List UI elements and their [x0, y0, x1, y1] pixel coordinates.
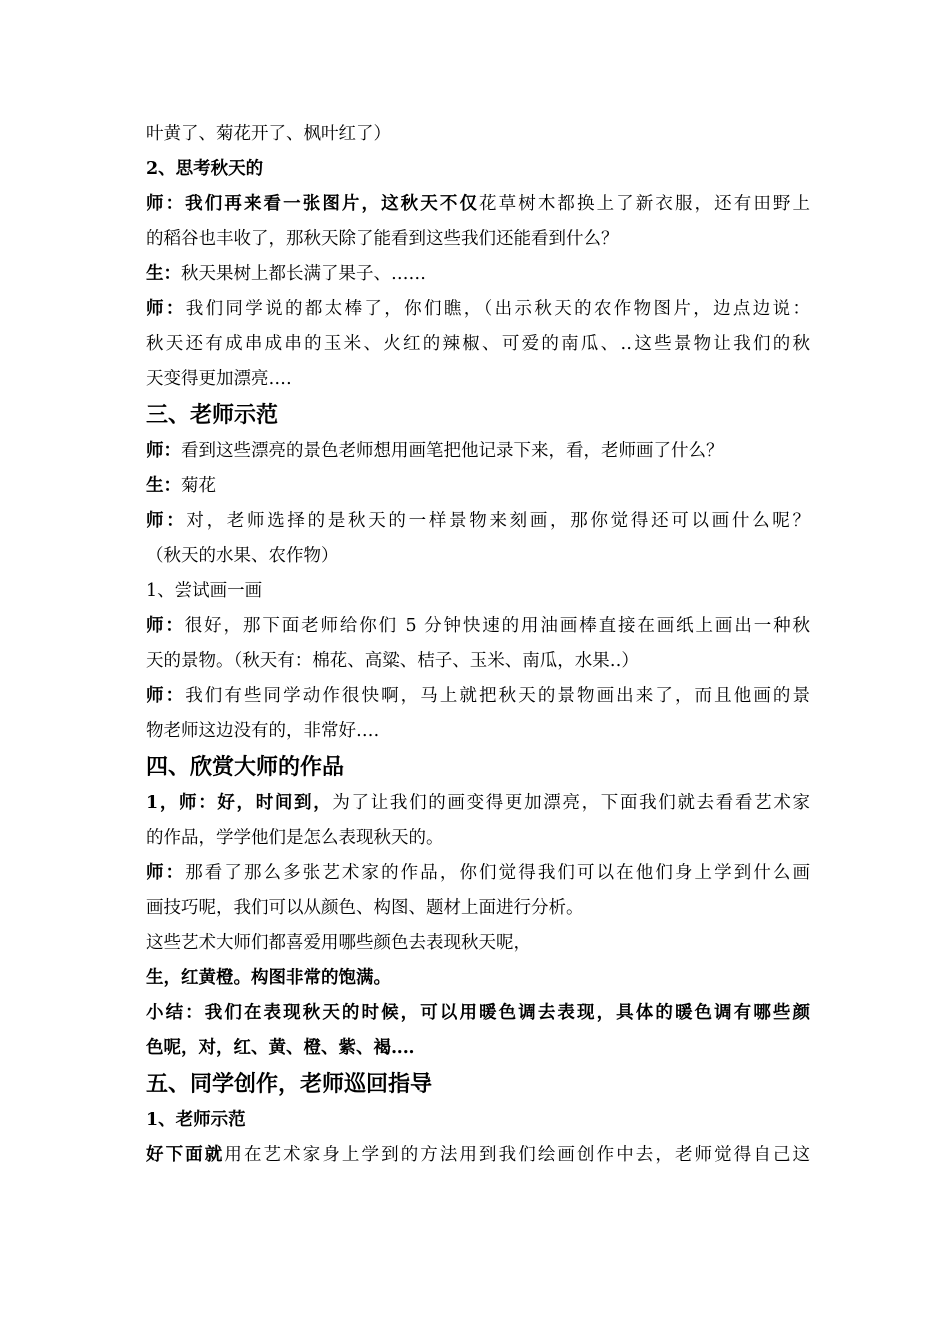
speaker-label: 师： — [146, 511, 187, 531]
text-run: 对，老师选择的是秋天的一样景物来刻画，那你觉得还可以画什么呢？ — [186, 511, 810, 531]
text-run: 秋天果树上都长满了果子、…… — [181, 264, 426, 284]
speaker-label: 师： — [146, 863, 186, 883]
paragraph: 这些艺术大师们都喜爱用哪些颜色去表现秋天呢， — [146, 933, 531, 953]
summary-paragraph: 色呢，对，红、黄、橙、紫、褐‥‥ — [146, 1038, 415, 1058]
paragraph — [146, 856, 810, 891]
speaker-label: 1，师：好，时间到， — [146, 793, 333, 813]
text-run: 我们同学说的都太棒了，你们瞧，（出示秋天的农作物图片，边点边说： — [185, 299, 811, 319]
text-run: 很好，那下面老师给你们 5 分钟快速的用油画棒直接在画纸上画出一种秋 — [184, 616, 810, 636]
speaker-label: 师： — [146, 299, 186, 319]
document-body — [146, 117, 810, 1173]
text-run: 看到这些漂亮的景色老师想用画笔把他记录下来，看，老师画了什么？ — [181, 441, 724, 461]
subheading: 1、老师示范 — [146, 1110, 246, 1130]
paragraph — [146, 434, 810, 469]
bold-paragraph: 生，红黄橙。构图非常的饱满。 — [146, 968, 391, 988]
paragraph: 的作品，学学他们是怎么表现秋天的。 — [146, 828, 444, 848]
paragraph: 叶黄了、菊花开了、枫叶红了） — [146, 124, 391, 144]
paragraph: 天的景物。（秋天有：棉花、高粱、桔子、玉米、南瓜，水果‥） — [146, 651, 639, 671]
paragraph: 1、尝试画一画 — [146, 581, 263, 601]
paragraph — [146, 609, 810, 644]
paragraph: 画技巧呢，我们可以从颜色、构图、题材上面进行分析。 — [146, 898, 584, 918]
section-heading: 三、老师示范 — [146, 402, 279, 428]
speaker-label: 师： — [146, 441, 181, 461]
paragraph: 天变得更加漂亮‥‥ — [146, 369, 292, 389]
paragraph — [146, 469, 810, 504]
paragraph: 物老师这边没有的，非常好‥‥ — [146, 721, 380, 741]
text-run: 为了让我们的画变得更加漂亮，下面我们就去看看艺术家 — [332, 793, 810, 813]
paragraph — [146, 504, 810, 539]
paragraph — [146, 679, 810, 714]
paragraph — [146, 257, 810, 292]
subheading: 2、思考秋天的 — [146, 159, 264, 179]
section-heading: 四、欣赏大师的作品 — [146, 754, 345, 780]
text-run: 菊花 — [181, 476, 216, 496]
paragraph — [146, 1138, 810, 1173]
section-heading: 五、同学创作，老师巡回指导 — [146, 1071, 433, 1097]
text-run: 花草树木都换上了新衣服，还有田野上 — [479, 194, 811, 214]
speaker-label: 生： — [146, 264, 181, 284]
paragraph: （秋天的水果、农作物） — [146, 546, 339, 566]
text-run: 用在艺术家身上学到的方法用到我们绘画创作中去，老师觉得自己这 — [224, 1145, 811, 1165]
bold-lead: 好下面就 — [146, 1145, 225, 1165]
speaker-label: 师： — [146, 616, 185, 636]
text-run: 我们有些同学动作很快啊，马上就把秋天的景物画出来了，而且他画的景 — [185, 686, 811, 706]
paragraph: 的稻谷也丰收了，那秋天除了能看到这些我们还能看到什么？ — [146, 229, 619, 249]
paragraph — [146, 786, 810, 821]
paragraph — [146, 292, 810, 327]
paragraph: 秋天还有成串成串的玉米、火红的辣椒、可爱的南瓜、‥这些景物让我们的秋 — [146, 334, 810, 354]
speaker-label: 师： — [146, 686, 186, 706]
paragraph — [146, 187, 810, 222]
speaker-label: 生： — [146, 476, 181, 496]
text-run: 那看了那么多张艺术家的作品，你们觉得我们可以在他们身上学到什么画 — [185, 863, 811, 883]
summary-paragraph: 小结：我们在表现秋天的时候，可以用暖色调去表现，具体的暖色调有哪些颜 — [146, 1003, 810, 1023]
speaker-label: 师：我们再来看一张图片，这秋天不仅 — [146, 194, 480, 214]
